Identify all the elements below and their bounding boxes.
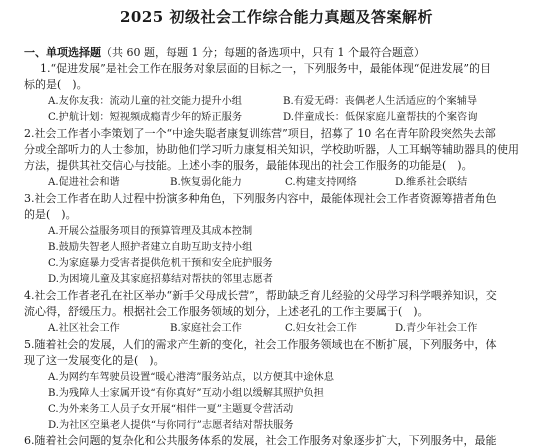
q2-option-d: D.维系社会联结 <box>395 177 468 188</box>
q2-stem-line2: 分或全部听力的人士参加，协助他们学习听力康复相关知识，学校助听器，人工耳蜗等辅助器具的使用 <box>24 143 519 156</box>
q1-option-a: A.友你友我：流动儿童的社交能力提升小组 <box>48 96 242 107</box>
q1-stem-line2: 标的是( )。 <box>24 78 88 91</box>
q3-stem-line2: 的是( )。 <box>24 208 77 221</box>
q5-option-d: D.为社区空巢老人提供“与你同行”志愿者结对帮扶服务 <box>48 420 294 431</box>
q5-option-c: C.为外来务工人员子女开展“相伴一夏”主题夏令营活动 <box>48 404 294 415</box>
section-heading: 一、单项选择题 <box>24 46 101 59</box>
q4-option-d: D.青少年社会工作 <box>395 323 478 334</box>
section-heading-line <box>24 46 425 60</box>
q4-option-b: B.家庭社会工作 <box>170 323 242 334</box>
q5-stem-line1: 5.随着社会的发展，人们的需求产生新的变化，社会工作服务领域也在不断扩展，下列服务中，体 <box>24 338 497 351</box>
section-note: （共 60 题，每题 1 分；每题的备选项中，只有 1 个最符合题意） <box>101 46 425 59</box>
document-title: 2025 初级社会工作综合能力真题及答案解析 <box>120 8 433 26</box>
q5-option-b: B.为残障人士家属开设“有你真好”互动小组以缓解其照护负担 <box>48 388 324 399</box>
q2-option-c: C.构建支持网络 <box>285 177 357 188</box>
q5-stem-line2: 现了这一发展变化的是( )。 <box>24 354 165 367</box>
q2-stem-line1: 2.社会工作者小李策划了一个“中途失聪者康复训练营”项目，招募了 10 名在青年阶段突然失去部 <box>24 127 496 140</box>
q6-stem-line1: 6.随着社会问题的复杂化和公共服务体系的发展，社会工作服务对象逐步扩大，下列服务中，最能 <box>24 434 497 447</box>
q2-stem-line3: 方法，提供其社交信心与技能。上述小李的服务，最能体现出的社会工作服务的功能是( )。 <box>24 159 473 172</box>
q1-option-c: C.护航计划：短视频成瘾青少年的矫正服务 <box>48 112 243 123</box>
q2-option-b: B.恢复弱化能力 <box>170 177 242 188</box>
q5-option-a: A.为网约车驾驶员设置“暖心港湾”服务站点，以方便其中途休息 <box>48 372 334 383</box>
q1-option-b: B.有爱无碍：丧偶老人生活适应的个案辅导 <box>283 96 478 107</box>
q3-stem-line1: 3.社会工作者在助人过程中扮演多种角色，下列服务内容中，最能体现社会工作者资源筹措者角色 <box>24 192 497 205</box>
q4-stem-line1: 4.社会工作者老孔在社区举办“新手父母成长营”，帮助缺乏育儿经验的父母学习科学喂养知识，交 <box>24 289 497 302</box>
q4-stem-line2: 流心得，舒缓压力。根据社会工作服务领域的划分，上述老孔的工作主要属于( )。 <box>24 305 429 318</box>
q3-option-c: C.为家庭暴力受害者提供危机干预和安全庇护服务 <box>48 258 273 269</box>
q3-option-a: A.开展公益服务项目的预算管理及其成本控制 <box>48 226 253 237</box>
q1-option-d: D.伴童成长：低保家庭儿童帮扶的个案咨询 <box>283 112 478 123</box>
q3-option-b: B.鼓励失智老人照护者建立自助互助支持小组 <box>48 242 253 253</box>
q4-option-a: A.社区社会工作 <box>48 323 120 334</box>
q3-option-d: D.为困境儿童及其家庭招募结对帮扶的邻里志愿者 <box>48 274 273 285</box>
q4-option-c: C.妇女社会工作 <box>285 323 357 334</box>
q2-option-a: A.促进社会和谐 <box>48 177 120 188</box>
q1-stem-line1: 1.“促进发展”是社会工作在服务对象层面的目标之一，下列服务中，最能体现“促进发展”的目 <box>40 62 491 75</box>
